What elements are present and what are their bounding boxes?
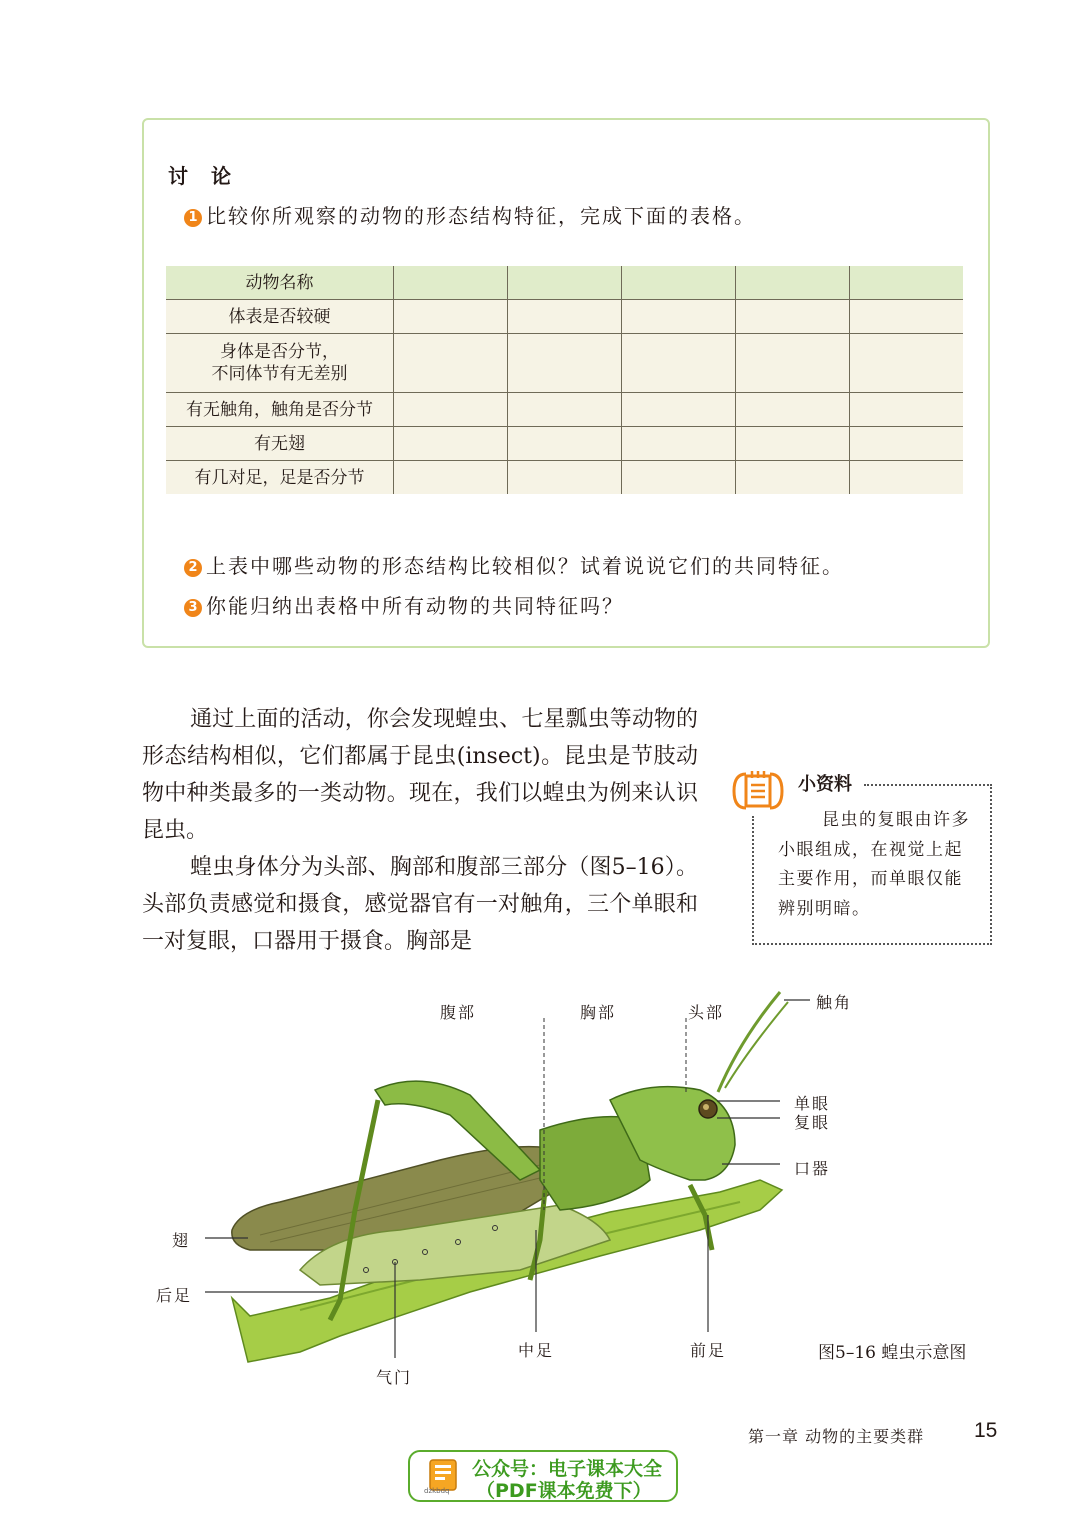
- table-row: [166, 461, 963, 495]
- info-box: [752, 774, 992, 945]
- table-cell: [508, 427, 622, 461]
- number-badge-2: 2: [184, 559, 202, 577]
- label-hind-leg: 后足: [156, 1286, 193, 1305]
- table-cell: [508, 266, 622, 300]
- table-cell: [508, 334, 622, 393]
- row-label: 有无翅: [166, 427, 394, 461]
- row-label-line2: 不同体节有无差别: [211, 364, 348, 384]
- table-row: [166, 300, 963, 334]
- info-text-body: 昆虫的复眼由许多小眼组成，在视觉上起主要作用，而单眼仅能辨别明暗。: [778, 810, 970, 919]
- watermark-line1: 公众号：电子课本大全: [472, 1458, 663, 1480]
- row-label: [166, 334, 394, 393]
- table-cell: [508, 461, 622, 495]
- label-fore-leg: 前足: [690, 1341, 727, 1360]
- label-head: 头部: [688, 1003, 725, 1022]
- question-2: [184, 550, 844, 579]
- comparison-table: [166, 266, 963, 494]
- paragraph-1-text: 通过上面的活动，你会发现蝗虫、七星瓢虫等动物的形态结构相似，它们都属于昆虫(insect)。昆虫是节肢动物中种类最多的一类动物。现在，我们以蝗虫为例来认识昆虫。: [142, 707, 698, 843]
- info-title: 小资料: [798, 774, 852, 795]
- label-spiracle: 气门: [376, 1368, 413, 1387]
- watermark-icon-text: dzkbdq: [424, 1487, 450, 1495]
- table-cell: [850, 427, 964, 461]
- question-1-text: 比较你所观察的动物的形态结构特征，完成下面的表格。: [206, 204, 756, 228]
- watermark-line2: （PDF课本免费下）: [476, 1480, 652, 1502]
- label-compound-eye: 复眼: [794, 1113, 831, 1132]
- table-row: [166, 266, 963, 300]
- discussion-title: 讨 论: [168, 164, 239, 188]
- paragraph-1: [142, 701, 698, 849]
- locust-illustration: [0, 980, 1087, 1400]
- table-cell: [850, 461, 964, 495]
- figure-caption: 图5–16 蝗虫示意图: [818, 1343, 967, 1363]
- label-wing: 翅: [172, 1231, 191, 1250]
- table-cell: [394, 427, 508, 461]
- table-cell: [394, 266, 508, 300]
- page-number: 15: [974, 1419, 998, 1442]
- table-cell: [508, 300, 622, 334]
- paragraph-2-text: 蝗虫身体分为头部、胸部和腹部三部分（图5–16）。头部负责感觉和摄食，感觉器官有一对触角，三个单眼和一对复眼，口器用于摄食。胸部是: [142, 855, 698, 954]
- question-1: [184, 200, 756, 229]
- question-3-text: 你能归纳出表格中所有动物的共同特征吗？: [206, 594, 624, 618]
- table-cell: [394, 300, 508, 334]
- table-cell: [622, 393, 736, 427]
- question-3: [184, 590, 624, 619]
- row-label: 有无触角，触角是否分节: [166, 393, 394, 427]
- label-middle-leg: 中足: [518, 1341, 555, 1360]
- row-label-line1: 身体是否分节，: [220, 342, 339, 362]
- table-cell: [622, 427, 736, 461]
- watermark-badge: [408, 1450, 678, 1502]
- number-badge-3: 3: [184, 599, 202, 617]
- row-label: 体表是否较硬: [166, 300, 394, 334]
- table-cell: [850, 300, 964, 334]
- table-cell: [736, 334, 850, 393]
- table-cell: [622, 266, 736, 300]
- table-cell: [736, 461, 850, 495]
- table-cell: [850, 393, 964, 427]
- table-row: [166, 393, 963, 427]
- table-cell: [508, 393, 622, 427]
- number-badge-1: 1: [184, 209, 202, 227]
- table-cell: [394, 334, 508, 393]
- label-antenna: 触角: [816, 993, 853, 1012]
- table-row: [166, 427, 963, 461]
- table-cell: [850, 266, 964, 300]
- table-cell: [622, 461, 736, 495]
- table-row: [166, 334, 963, 393]
- table-cell: [622, 334, 736, 393]
- label-mouth: 口器: [794, 1159, 831, 1178]
- table-cell: [736, 266, 850, 300]
- table-cell: [394, 393, 508, 427]
- chapter-footer: 第一章 动物的主要类群: [748, 1427, 925, 1446]
- label-thorax: 胸部: [580, 1003, 617, 1022]
- table-cell: [394, 461, 508, 495]
- row-label: 有几对足，足是否分节: [166, 461, 394, 495]
- paragraph-2: [142, 849, 698, 960]
- table-cell: [736, 393, 850, 427]
- question-2-text: 上表中哪些动物的形态结构比较相似？试着说说它们的共同特征。: [206, 554, 844, 578]
- table-cell: [736, 427, 850, 461]
- label-simple-eye: 单眼: [794, 1094, 831, 1113]
- locust-figure: [0, 980, 1087, 1400]
- table-cell: [850, 334, 964, 393]
- table-cell: [622, 300, 736, 334]
- table-cell: [736, 300, 850, 334]
- discussion-box: [142, 118, 990, 648]
- row-label: 动物名称: [166, 266, 394, 300]
- label-abdomen: 腹部: [440, 1003, 477, 1022]
- info-text: [778, 806, 978, 924]
